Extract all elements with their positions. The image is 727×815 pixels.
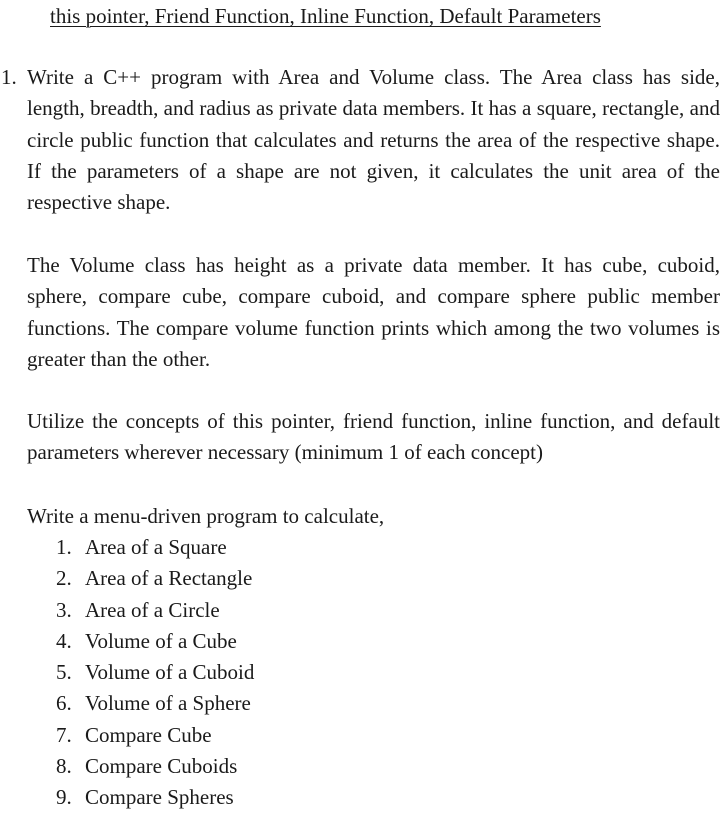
menu-item xyxy=(56,688,254,719)
menu-item xyxy=(56,532,254,563)
menu-item-number: 6. xyxy=(56,691,72,716)
menu-item-label: Area of a Circle xyxy=(85,597,220,622)
question-number: 1. xyxy=(1,65,17,89)
menu-item-number: 5. xyxy=(56,660,72,685)
paragraph-menu-intro: Write a menu-driven program to calculate, xyxy=(27,504,385,528)
menu-item-number: 7. xyxy=(56,722,72,747)
menu-item xyxy=(56,595,254,626)
menu-item-label: Compare Spheres xyxy=(85,785,234,810)
menu-item-label: Volume of a Cube xyxy=(85,628,237,653)
document-title: this pointer, Friend Function, Inline Function, Default Parameters xyxy=(50,4,601,28)
menu-item xyxy=(56,751,254,782)
menu-item xyxy=(56,657,254,688)
menu-item-label: Volume of a Sphere xyxy=(85,691,251,716)
menu-item xyxy=(56,782,254,813)
menu-item-label: Volume of a Cuboid xyxy=(85,660,255,685)
paragraph-volume-class: The Volume class has height as a private data member. It has cube, cuboid, sphere, compare cube, compare cuboid, and compare sphere public member functions. The compare volume function prints which among the two volumes is greater than the other. xyxy=(27,253,720,371)
menu-item-number: 1. xyxy=(56,535,72,559)
menu-item xyxy=(56,720,254,751)
menu-item-number: 8. xyxy=(56,754,72,779)
paragraph-concepts: Utilize the concepts of this pointer, friend function, inline function, and default parameters wherever necessary (minimum 1 of each concept) xyxy=(27,409,720,465)
paragraph-area-class: Write a C++ program with Area and Volume class. The Area class has side, length, breadth, and radius as private data members. It has a square, rectangle, and circle public function that calculates and returns the area of the respective shape. If the parameters of a shape are not given, it calculates the unit area of the respective shape. xyxy=(27,65,720,215)
menu-item-label: Area of a Square xyxy=(85,535,227,559)
menu-item xyxy=(56,626,254,657)
menu-item-label: Compare Cuboids xyxy=(85,754,238,779)
menu-item-number: 4. xyxy=(56,628,72,653)
menu-item xyxy=(56,563,254,594)
menu-item-label: Area of a Rectangle xyxy=(85,566,253,591)
menu-item-number: 3. xyxy=(56,597,72,622)
menu-item-number: 2. xyxy=(56,566,72,591)
menu-item-number: 9. xyxy=(56,785,72,810)
menu-list xyxy=(56,532,254,814)
menu-item-label: Compare Cube xyxy=(85,722,212,747)
